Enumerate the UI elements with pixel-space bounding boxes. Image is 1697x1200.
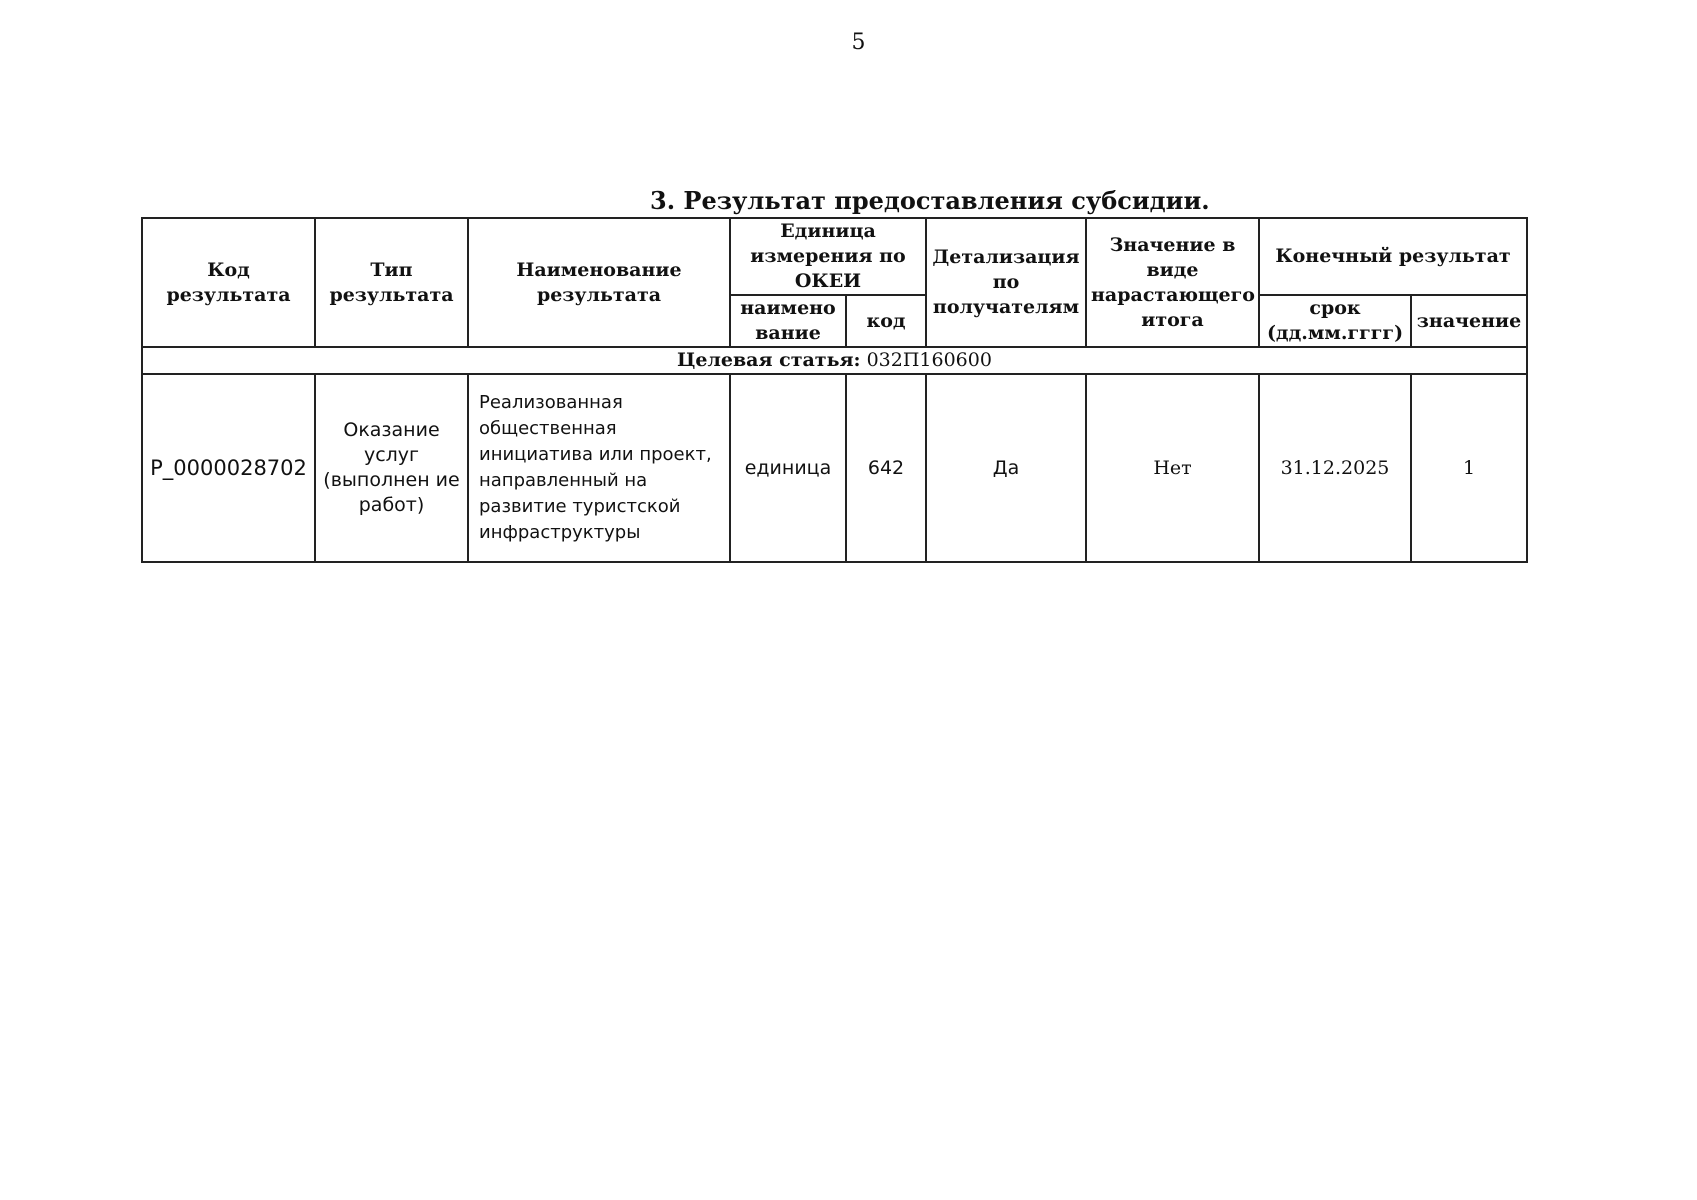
header-code: Код результата — [142, 218, 315, 347]
cell-result-type: Оказание услуг (выполнен ие работ) — [315, 374, 468, 562]
results-table — [141, 217, 1528, 563]
target-article-value: 032П160600 — [866, 349, 992, 371]
target-article-label: Целевая статья: — [677, 349, 861, 371]
cell-final-value: 1 — [1411, 374, 1527, 562]
header-cumulative: Значение в виде нарастающего итога — [1086, 218, 1259, 347]
cell-result-code: P_0000028702 — [142, 374, 315, 562]
cell-unit-name: единица — [730, 374, 846, 562]
header-final-date: срок (дд.мм.гггг) — [1259, 295, 1411, 347]
header-unit: Единица измерения по ОКЕИ — [730, 218, 926, 295]
header-type: Тип результата — [315, 218, 468, 347]
header-detail: Детализация по получателям — [926, 218, 1086, 347]
header-final-value: значение — [1411, 295, 1527, 347]
cell-unit-code: 642 — [846, 374, 926, 562]
target-article-row — [142, 347, 1527, 374]
cell-cumulative: Нет — [1086, 374, 1259, 562]
table-row — [142, 374, 1527, 562]
header-unit-code: код — [846, 295, 926, 347]
header-name: Наименование результата — [468, 218, 730, 347]
header-final: Конечный результат — [1259, 218, 1527, 295]
target-article-cell — [142, 347, 1527, 374]
header-unit-name: наимено вание — [730, 295, 846, 347]
cell-detail: Да — [926, 374, 1086, 562]
header-row-top — [142, 218, 1527, 295]
page-number: 5 — [851, 30, 866, 55]
cell-result-name: Реализованная общественная инициатива или проект, направленный на развитие туристской инфраструктуры — [468, 374, 730, 562]
cell-final-date: 31.12.2025 — [1259, 374, 1411, 562]
section-title: 3. Результат предоставления субсидии. — [650, 186, 1210, 215]
